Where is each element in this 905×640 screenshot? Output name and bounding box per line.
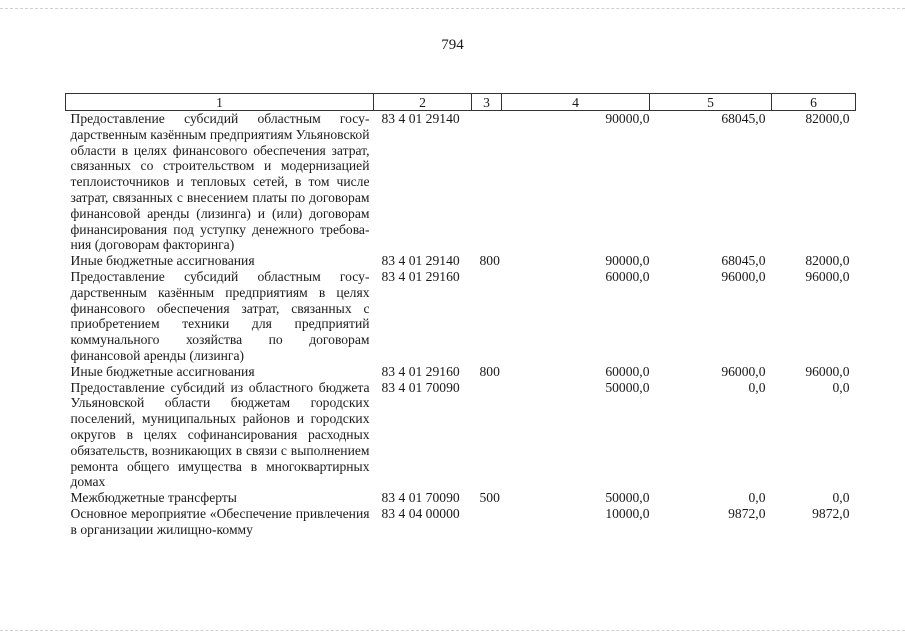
row-code: 83 4 01 70090 — [381, 379, 460, 395]
table-row — [66, 111, 856, 254]
row-code: 83 4 01 29160 — [381, 268, 460, 284]
row-value-4: 60000,0 — [605, 363, 650, 379]
row-value-4: 60000,0 — [605, 268, 650, 284]
row-type: 800 — [479, 253, 500, 269]
row-code: 83 4 01 29160 — [381, 363, 460, 379]
row-value-5: 96000,0 — [721, 363, 766, 379]
row-name: Предоставление субсидий областным государственным казённым предприятиям в целях финансового обеспечения затрат, связанных с приобретением техники для предприятий коммунального хозяйства по договорам финансовой аренды (лизинга) — [70, 268, 370, 363]
row-name: Иные бюджетные ассигнования — [70, 253, 255, 269]
table-row — [66, 506, 856, 538]
row-value-5: 96000,0 — [721, 268, 766, 284]
row-value-5: 68045,0 — [721, 253, 766, 269]
header-col-6: 6 — [772, 94, 856, 111]
row-type — [472, 506, 502, 538]
header-col-5: 5 — [650, 94, 772, 111]
row-value-4: 50000,0 — [605, 490, 650, 506]
header-col-4: 4 — [502, 94, 650, 111]
row-value-5: 0,0 — [748, 379, 766, 395]
row-type — [472, 111, 502, 254]
table-row — [66, 380, 856, 491]
table-row — [66, 269, 856, 364]
row-name: Предоставление субсидий из областного бюджета Ульяновской области бюджетам городских поселений, муниципальных районов и городских округов в целях софинансирования расходных обязательств, возникающих в связи с выполнением ремонта общего имущества в многоквартирных домах — [70, 379, 370, 490]
row-value-5: 9872,0 — [728, 505, 766, 521]
row-value-4: 90000,0 — [605, 111, 650, 126]
row-value-6: 0,0 — [832, 379, 850, 395]
header-col-1: 1 — [66, 94, 374, 111]
scan-edge-bottom — [0, 630, 905, 632]
row-code: 83 4 04 00000 — [381, 505, 460, 521]
row-value-5: 0,0 — [748, 490, 766, 506]
row-type — [472, 380, 502, 491]
table-row — [66, 490, 856, 506]
row-value-4: 10000,0 — [605, 505, 650, 521]
header-row — [66, 94, 856, 111]
header-col-2: 2 — [374, 94, 472, 111]
scan-edge-top — [0, 8, 905, 10]
row-name: Иные бюджетные ассигнования — [70, 363, 255, 379]
row-value-6: 9872,0 — [812, 505, 850, 521]
row-type: 500 — [479, 490, 500, 506]
row-code: 83 4 01 29140 — [381, 111, 460, 126]
table-header — [66, 94, 856, 111]
header-col-3: 3 — [472, 94, 502, 111]
row-value-6: 82000,0 — [805, 253, 850, 269]
table-body — [66, 111, 856, 538]
page-number: 794 — [441, 37, 464, 53]
row-value-6: 96000,0 — [805, 268, 850, 284]
row-value-6: 96000,0 — [805, 363, 850, 379]
row-value-6: 0,0 — [832, 490, 850, 506]
row-type — [472, 269, 502, 364]
table-row — [66, 364, 856, 380]
row-name: Предоставление субсидий областным государственным казённым предприятиям Ульяновской области в целях финансового обеспечения затрат, связанных со строительством и модернизацией теплоисточников и тепловых сетей, в том числе затрат, связанных с внесением платы по договорам финансовой аренды (лизинга) и (или) договорам финансирования под уступку денежного требования (договорам факторинга) — [70, 111, 370, 253]
row-name: Межбюджетные трансферты — [70, 490, 237, 506]
row-code: 83 4 01 70090 — [381, 490, 460, 506]
row-value-5: 68045,0 — [721, 111, 766, 126]
row-name: Основное мероприятие «Обеспечение привлечения в организации жилищно-комму — [70, 505, 370, 537]
row-value-4: 50000,0 — [605, 379, 650, 395]
table-row — [66, 253, 856, 269]
row-type: 800 — [479, 363, 500, 379]
row-value-6: 82000,0 — [805, 111, 850, 126]
row-code: 83 4 01 29140 — [381, 253, 460, 269]
row-value-4: 90000,0 — [605, 253, 650, 269]
budget-table — [65, 93, 856, 538]
